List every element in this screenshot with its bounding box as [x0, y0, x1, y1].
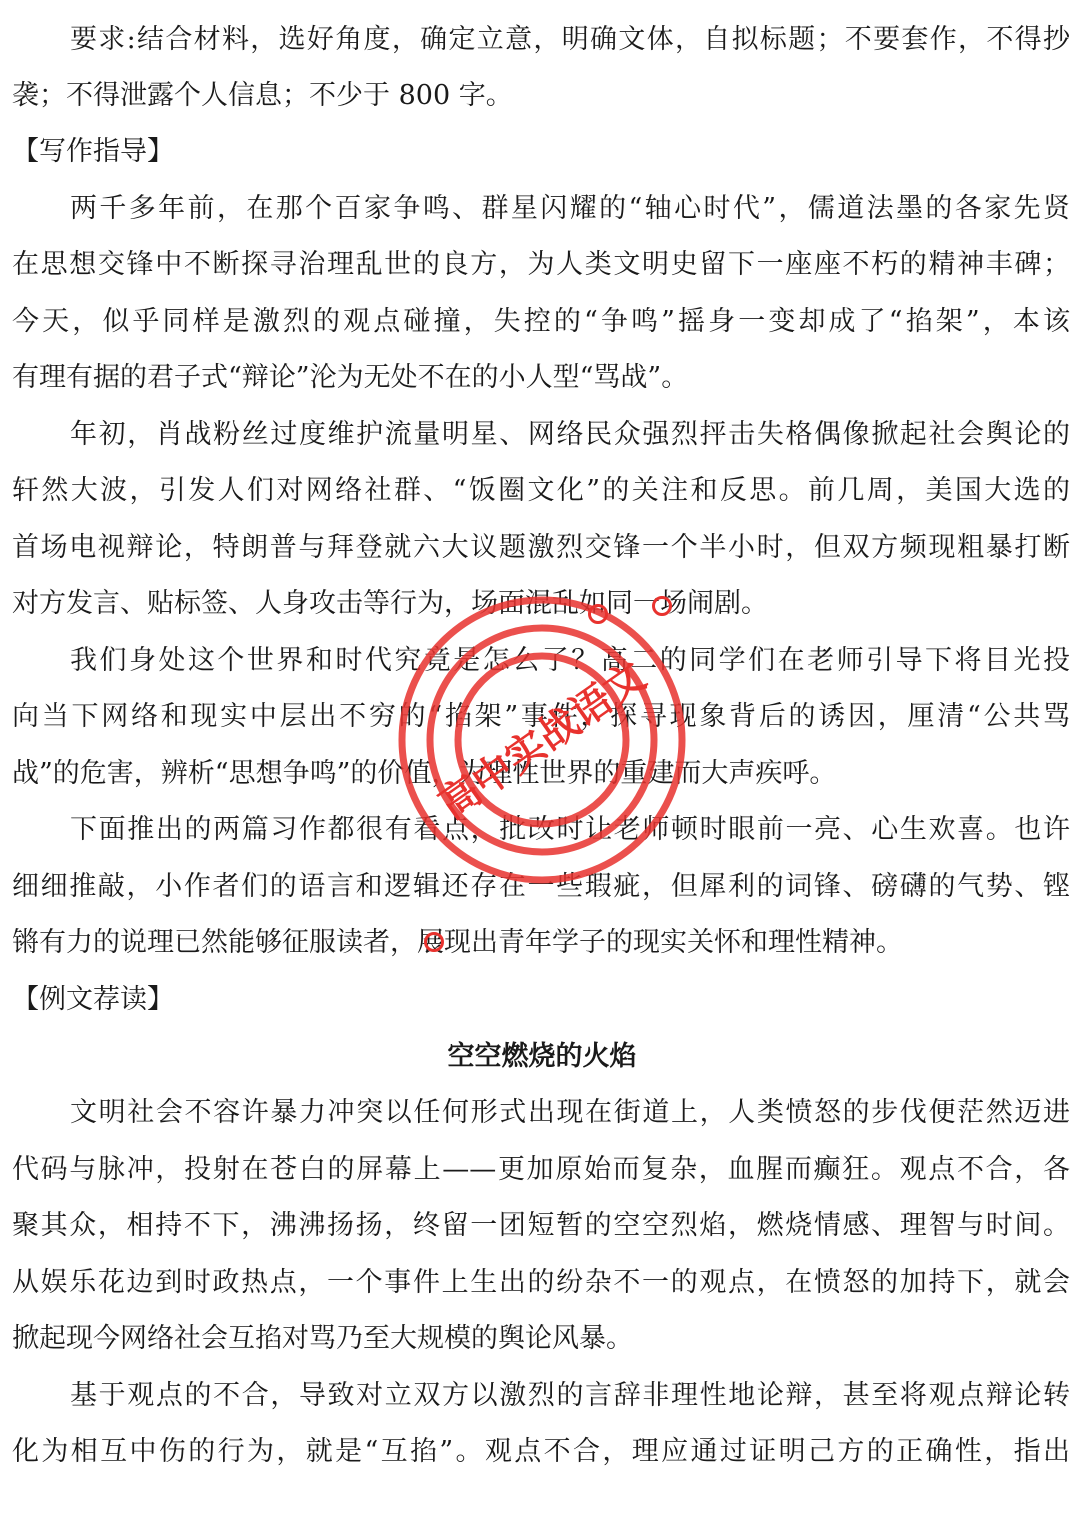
- guidance-p1-line-4: 有理有据的君子式“辩论”沦为无处不在的小人型“骂战”。: [12, 362, 689, 393]
- guidance-p1-line-3: 今天，似乎同样是激烈的观点碰撞，失控的“争鸣”摇身一变却成了“掐架”，本该: [12, 306, 1070, 337]
- stamp-dot-2: [652, 596, 672, 616]
- guidance-p2-line-2: 轩然大波，引发人们对网络社群、“饭圈文化”的关注和反思。前几周，美国大选的: [12, 475, 1070, 506]
- guidance-heading: 【写作指导】: [12, 136, 174, 167]
- guidance-p1-line-2: 在思想交锋中不断探寻治理乱世的良方，为人类文明史留下一座座不朽的精神丰碑；: [12, 249, 1070, 280]
- essay-p1-line-5: 掀起现今网络社会互掐对骂乃至大规模的舆论风暴。: [12, 1323, 633, 1354]
- stamp-dot-3: [424, 932, 444, 952]
- requirement-line-1: 要求:结合材料，选好角度，确定立意，明确文体，自拟标题；不要套作，不得抄: [70, 24, 1070, 55]
- essay-p2-line-2: 化为相互中伤的行为，就是“互掐”。观点不合，理应通过证明己方的正确性，指出: [12, 1436, 1070, 1467]
- guidance-p1-line-1: 两千多年前，在那个百家争鸣、群星闪耀的“轴心时代”，儒道法墨的各家先贤: [70, 193, 1070, 224]
- essay-p1-line-4: 从娱乐花边到时政热点，一个事件上生出的纷杂不一的观点，在愤怒的加持下，就会: [12, 1267, 1070, 1298]
- guidance-p3-line-1: 我们身处这个世界和时代究竟是怎么了？高二的同学们在老师引导下将目光投: [70, 645, 1070, 676]
- guidance-p4-line-3: 锵有力的说理已然能够征服读者，展现出青年学子的现实关怀和理性精神。: [12, 927, 903, 958]
- essay-title: 空空燃烧的火焰: [447, 1041, 637, 1072]
- watermark-text: 高中实战语文: [431, 653, 655, 829]
- guidance-p2-line-1: 年初，肖战粉丝过度维护流量明星、网络民众强烈抨击失格偶像掀起社会舆论的: [70, 419, 1070, 450]
- guidance-p4-line-2: 细细推敲，小作者们的语言和逻辑还存在一些瑕疵，但犀利的词锋、磅礴的气势、铿: [12, 871, 1070, 902]
- essay-p1-line-1: 文明社会不容许暴力冲突以任何形式出现在街道上，人类愤怒的步伐便茫然迈进: [70, 1097, 1070, 1128]
- guidance-p4-line-1: 下面推出的两篇习作都很有看点，批改时让老师顿时眼前一亮、心生欢喜。也许: [70, 814, 1070, 845]
- guidance-p2-line-3: 首场电视辩论，特朗普与拜登就六大议题激烈交锋一个半小时，但双方频现粗暴打断: [12, 532, 1070, 563]
- essay-p1-line-3: 聚其众，相持不下，沸沸扬扬，终留一团短暂的空空烈焰，燃烧情感、理智与时间。: [12, 1210, 1070, 1241]
- essay-p1-line-2: 代码与脉冲，投射在苍白的屏幕上——更加原始而复杂，血腥而癫狂。观点不合，各: [12, 1154, 1070, 1185]
- example-heading: 【例文荐读】: [12, 984, 174, 1015]
- guidance-p2-line-4: 对方发言、贴标签、人身攻击等行为，场面混乱如同一场闹剧。: [12, 588, 768, 619]
- requirement-line-2: 袭；不得泄露个人信息；不少于 800 字。: [12, 80, 513, 111]
- guidance-p3-line-3: 战”的危害，辨析“思想争鸣”的价值，为理性世界的重建而大声疾呼。: [12, 758, 837, 789]
- essay-p2-line-1: 基于观点的不合，导致对立双方以激烈的言辞非理性地论辩，甚至将观点辩论转: [70, 1380, 1070, 1411]
- stamp-inner-ring: [458, 656, 626, 824]
- stamp-dot-1: [588, 604, 608, 624]
- guidance-p3-line-2: 向当下网络和现实中层出不穷的“掐架”事件，探寻现象背后的诱因，厘清“公共骂: [12, 701, 1070, 732]
